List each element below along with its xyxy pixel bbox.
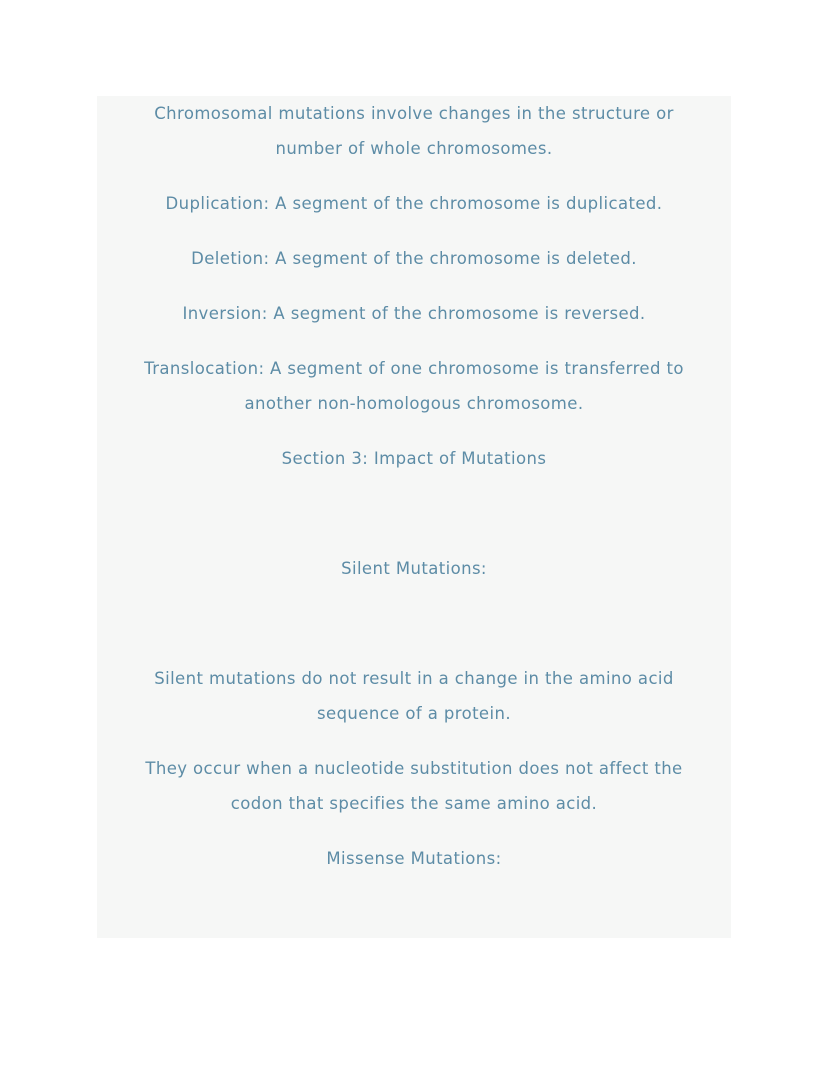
paragraph bbox=[117, 841, 711, 876]
paragraph-line: Silent mutations do not result in a change in the amino acid bbox=[154, 669, 674, 688]
paragraph-line: codon that specifies the same amino acid. bbox=[230, 794, 598, 813]
paragraph bbox=[117, 241, 711, 276]
paragraph bbox=[117, 351, 711, 421]
document-sheet bbox=[97, 96, 731, 938]
paragraph bbox=[117, 496, 711, 531]
paragraph-line: another non-homologous chromosome. bbox=[244, 394, 584, 413]
paragraph bbox=[117, 551, 711, 586]
paragraph bbox=[117, 186, 711, 221]
paragraph-line: Section 3: Impact of Mutations bbox=[281, 449, 547, 468]
document-body bbox=[117, 96, 711, 876]
paragraph bbox=[117, 606, 711, 641]
paragraph-line: Silent Mutations: bbox=[341, 559, 487, 578]
paragraph bbox=[117, 296, 711, 331]
paragraph-line: Translocation: A segment of one chromosome is transferred to bbox=[144, 359, 684, 378]
paragraph bbox=[117, 751, 711, 821]
paragraph-line: Chromosomal mutations involve changes in the structure or bbox=[154, 104, 674, 123]
paragraph bbox=[117, 441, 711, 476]
paragraph-line: number of whole chromosomes. bbox=[275, 139, 553, 158]
paragraph-line: Duplication: A segment of the chromosome is duplicated. bbox=[165, 194, 663, 213]
paragraph-line: Deletion: A segment of the chromosome is deleted. bbox=[191, 249, 637, 268]
paragraph-line: sequence of a protein. bbox=[317, 704, 511, 723]
paragraph-line: They occur when a nucleotide substitution does not affect the bbox=[145, 759, 683, 778]
paragraph bbox=[117, 96, 711, 166]
paragraph bbox=[117, 661, 711, 731]
paragraph-line: Inversion: A segment of the chromosome is reversed. bbox=[182, 304, 646, 323]
paragraph-line: Missense Mutations: bbox=[326, 849, 502, 868]
